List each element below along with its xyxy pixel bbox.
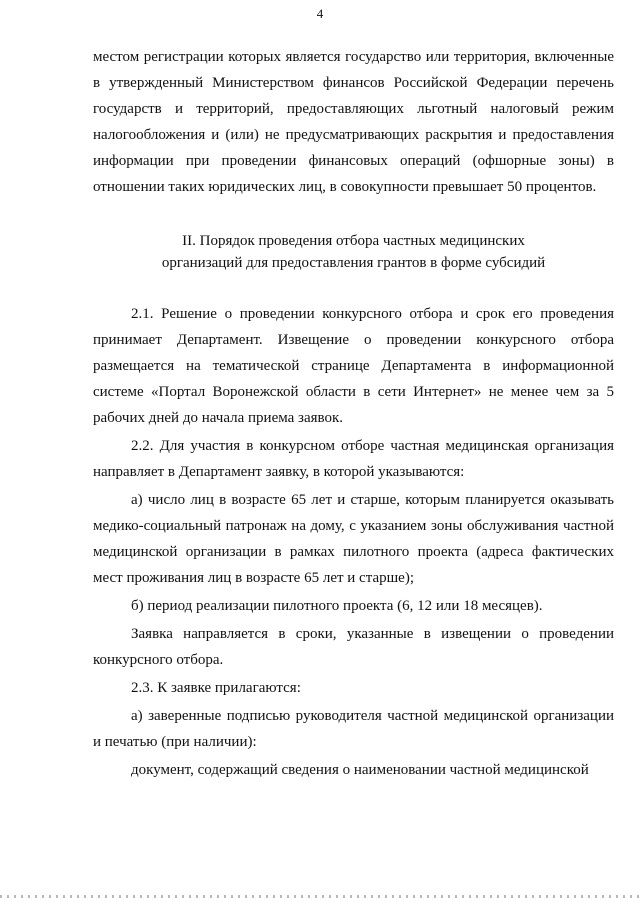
paragraph-2-2: 2.2. Для участия в конкурсном отборе частная медицинская организация направляет в Департамент заявку, в которой указываются: (93, 438, 614, 480)
paragraph-application-deadline: Заявка направляется в сроки, указанные в извещении о проведении конкурсного отбора. (93, 626, 614, 668)
page-number: 4 (316, 6, 324, 21)
paragraph-item-b: б) период реализации пилотного проекта (6, 12 или 18 месяцев). (131, 598, 543, 614)
section-heading-line-2: организаций для предоставления грантов в форме субсидий (161, 255, 546, 271)
section-heading (93, 230, 614, 274)
continuation-paragraph: местом регистрации которых является государство или территория, включенные в утвержденный Министерством финансов Российской Федерации перечень государств и территорий, предоставляющих льготный налоговый режим налогообложения и (или) не предусматривающих раскрытия и предоставления информации при проведении финансовых операций (офшорные зоны) в отношении таких юридических лиц, в совокупности превышает 50 процентов. (93, 49, 614, 195)
paragraph-item-a: а) число лиц в возрасте 65 лет и старше, которым планируется оказывать медико-социальный патронаж на дому, с указанием зоны обслуживания частной медицинской организации в рамках пилотного проекта (адреса фактических мест проживания лиц в возрасте 65 лет и старше); (93, 492, 614, 586)
document-body (93, 44, 614, 783)
paragraph-2-3-item-a: а) заверенные подписью руководителя частной медицинской организации и печатью (при наличии): (93, 708, 614, 750)
section-heading-line-1: II. Порядок проведения отбора частных медицинских (182, 233, 525, 249)
paragraph-document-details: документ, содержащий сведения о наименовании частной медицинской (131, 762, 589, 778)
paragraph-2-1: 2.1. Решение о проведении конкурсного отбора и срок его проведения принимает Департамент. Извещение о проведении конкурсного отбора размещается на тематической странице Департамента в информационной системе «Портал Воронежской области в сети Интернет» не менее чем за 5 рабочих дней до начала приема заявок. (93, 306, 614, 426)
scan-edge-mark (0, 895, 640, 898)
paragraph-2-3: 2.3. К заявке прилагаются: (131, 680, 301, 696)
